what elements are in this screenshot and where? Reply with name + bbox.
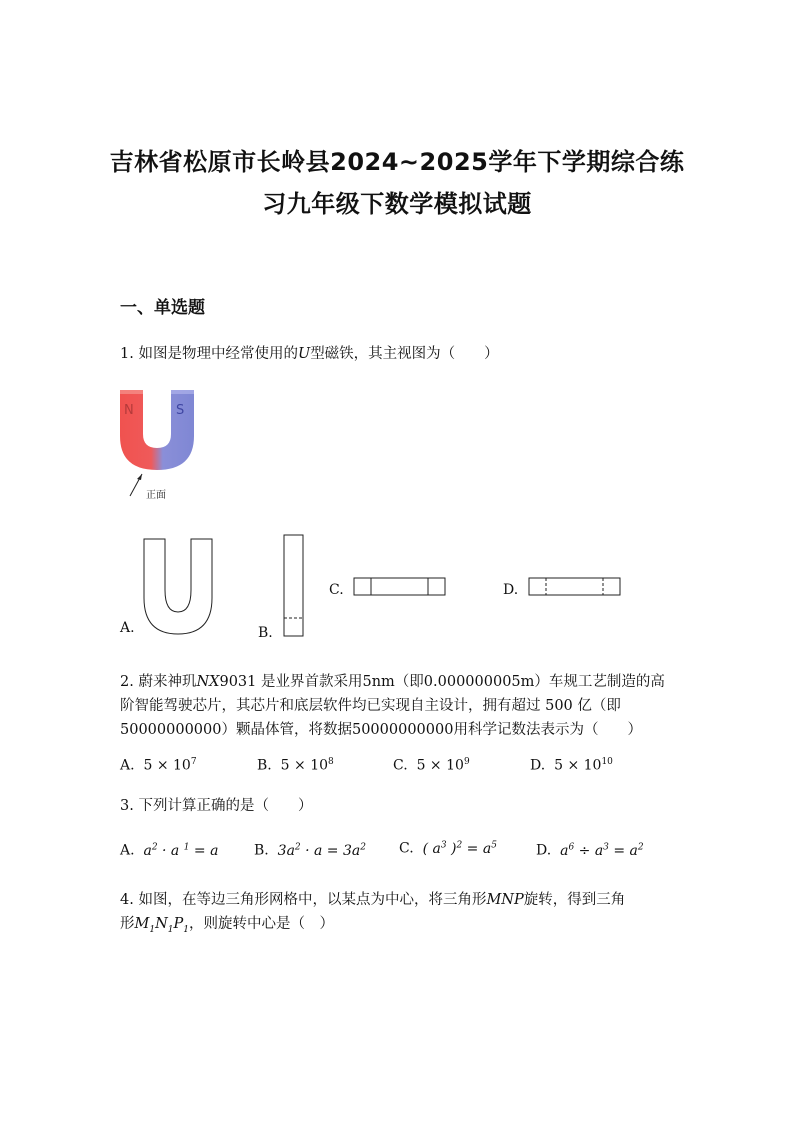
option-label: D. — [530, 757, 546, 774]
option-expr: 5 × 10 — [143, 757, 191, 774]
q3-option-c — [399, 840, 497, 857]
question-4-line2 — [120, 912, 334, 935]
question-text: 如图是物理中经常使用的 — [138, 346, 298, 362]
q3-option-d — [536, 842, 644, 859]
option-b-label: B. — [258, 625, 273, 641]
option-exp: 10 — [601, 757, 613, 767]
option-exp: 7 — [190, 757, 197, 767]
question-text: 9031 是业界首款采用5nm（即0.000000005m）车规工艺制造的高 — [219, 674, 665, 690]
q2-option-b — [257, 757, 334, 774]
question-2-line2: 阶智能驾驶芯片，其芯片和底层软件均已实现自主设计，拥有超过 500 亿（即 — [120, 698, 621, 714]
q2-option-d — [530, 757, 613, 774]
option-c-figure — [353, 577, 447, 597]
option-d-figure — [528, 577, 622, 597]
question-text: 蔚来神玑 — [138, 674, 197, 690]
option-a-label: A. — [120, 620, 135, 636]
question-text: 旋转，得到三角 — [523, 892, 626, 908]
q2-option-c — [393, 757, 470, 774]
math-var: NX — [196, 674, 220, 690]
option-label: A. — [120, 842, 135, 859]
math-expr: $3a^2 \cdot a = 3a^2$ — [277, 842, 366, 859]
u-magnet-figure — [112, 384, 212, 504]
option-expr: 5 × 10 — [280, 757, 329, 774]
option-label: A. — [120, 757, 135, 774]
question-text: 如图，在等边三角形网格中，以某点为中心，将三角形 — [138, 892, 487, 908]
question-1 — [120, 342, 499, 363]
option-exp: 9 — [463, 757, 470, 767]
question-text: 下列计算正确的是（ ） — [138, 798, 313, 814]
option-label: D. — [536, 842, 552, 859]
question-text: 形 — [120, 916, 135, 932]
option-label: B. — [254, 842, 269, 859]
question-number: 1. — [120, 346, 134, 362]
q3-option-a — [120, 842, 218, 859]
math-expr: $a^6 \div a^3 = a^2$ — [560, 842, 644, 859]
math-expr: ( $a^3$ )$^2 = a^5$ — [422, 840, 497, 857]
q2-option-a — [120, 757, 197, 774]
q3-option-b — [254, 842, 366, 859]
question-2-line1 — [120, 670, 665, 691]
page-title-line1: 吉林省松原市长岭县2024~2025学年下学期综合练 — [109, 148, 685, 176]
option-exp: 8 — [328, 757, 334, 767]
option-expr: 5 × 10 — [554, 757, 602, 774]
math-expr: $a^2 \cdot a$ $^1$ = a — [143, 842, 219, 859]
question-text: ，则旋转中心是（ ） — [189, 916, 335, 932]
option-a-figure — [142, 538, 214, 636]
question-4-line1 — [120, 888, 625, 909]
option-c-label: C. — [329, 582, 344, 598]
question-2-line3: 50000000000）颗晶体管，将数据50000000000用科学记数法表示为（ ） — [120, 722, 642, 738]
option-d-label: D. — [503, 582, 519, 598]
option-label: C. — [399, 840, 414, 857]
question-number: 4. — [120, 892, 134, 908]
question-3 — [120, 794, 312, 815]
option-expr: 5 × 10 — [416, 757, 464, 774]
math-var: MNP — [486, 892, 524, 908]
question-number: 3. — [120, 798, 134, 814]
math-expr: $M_1N_1P_1$ — [134, 916, 190, 935]
question-text: 型磁铁，其主视图为（ ） — [310, 346, 499, 362]
math-var: U — [297, 346, 311, 362]
page-title-line2: 习九年级下数学模拟试题 — [262, 190, 532, 218]
section-heading: 一、单选题 — [120, 298, 205, 318]
magnet-s-label: S — [176, 403, 185, 418]
option-label: C. — [393, 757, 408, 774]
option-b-figure — [283, 534, 305, 638]
magnet-n-label: N — [124, 403, 134, 418]
option-label: B. — [257, 757, 272, 774]
front-label: 正面 — [146, 490, 166, 501]
question-number: 2. — [120, 674, 134, 690]
